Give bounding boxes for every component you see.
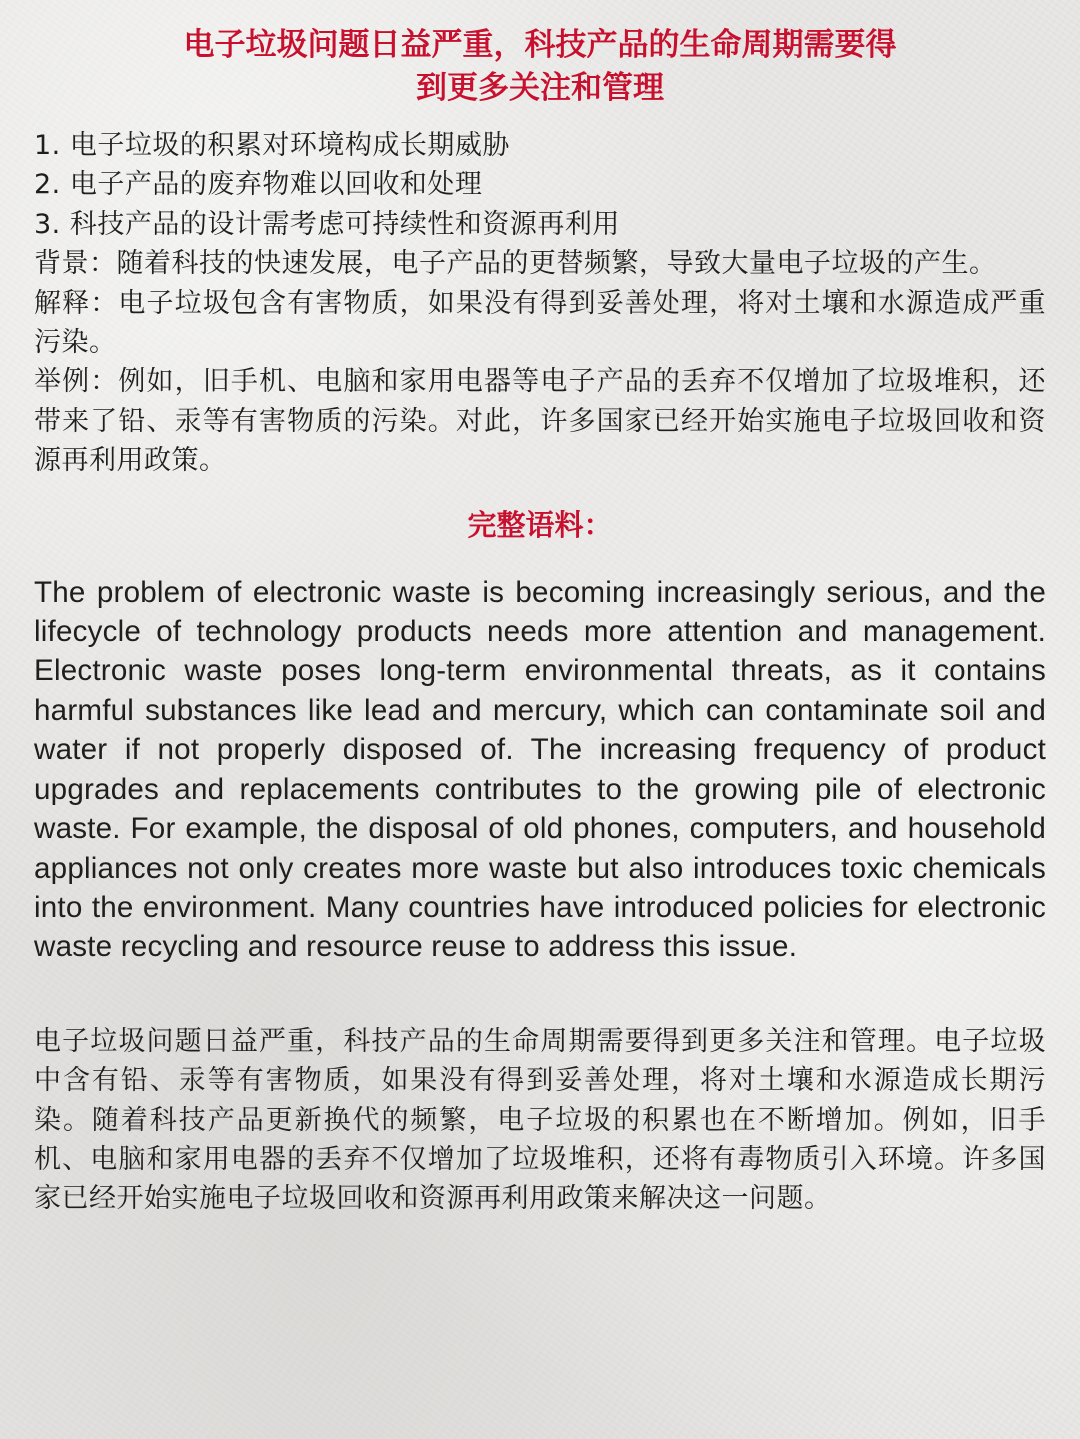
page-title	[34, 24, 1046, 110]
summary-section	[34, 126, 1046, 481]
summary-background: 背景：随着科技的快速发展，电子产品的更替频繁，导致大量电子垃圾的产生。	[34, 248, 997, 280]
corpus-chinese-paragraph: 电子垃圾问题日益严重，科技产品的生命周期需要得到更多关注和管理。电子垃圾中含有铅、汞等有害物质，如果没有得到妥善处理，将对土壤和水源造成长期污染。随着科技产品更新换代的频繁，电子垃圾的积累也在不断增加。例如，旧手机、电脑和家用电器的丢弃不仅增加了垃圾堆积，还将有毒物质引入环境。许多国家已经开始实施电子垃圾回收和资源再利用政策来解决这一问题。	[34, 1025, 1046, 1215]
summary-example: 举例：例如，旧手机、电脑和家用电器等电子产品的丢弃不仅增加了垃圾堆积，还带来了铅、汞等有害物质的污染。对此，许多国家已经开始实施电子垃圾回收和资源再利用政策。	[34, 366, 1046, 477]
summary-point-2: 2. 电子产品的废弃物难以回收和处理	[34, 169, 483, 201]
corpus-heading: 完整语料：	[467, 507, 613, 542]
summary-point-1: 1. 电子垃圾的积累对环境构成长期威胁	[34, 130, 510, 161]
title-line-1: 电子垃圾问题日益严重，科技产品的生命周期需要得	[183, 27, 897, 63]
title-line-2: 到更多关注和管理	[416, 70, 664, 106]
summary-point-3: 3. 科技产品的设计需考虑可持续性和资源再利用	[34, 208, 620, 240]
summary-explanation: 解释：电子垃圾包含有害物质，如果没有得到妥善处理，将对土壤和水源造成严重污染。	[34, 287, 1046, 359]
document-page	[34, 24, 1046, 1219]
corpus-english-paragraph: The problem of electronic waste is becoming increasingly serious, and the lifecycle of technology products needs more attention and management. Electronic waste poses long-term environmental threats, as it contains harmful substances like lead and mercury, which can contaminate soil and water if not properly disposed of. The increasing frequency of product upgrades and replacements contributes to the growing pile of electronic waste. For example, the disposal of old phones, computers, and household appliances not only creates more waste but also introduces toxic chemicals into the environment. Many countries have introduced policies for electronic waste recycling and resource reuse to address this issue.	[34, 575, 1046, 964]
